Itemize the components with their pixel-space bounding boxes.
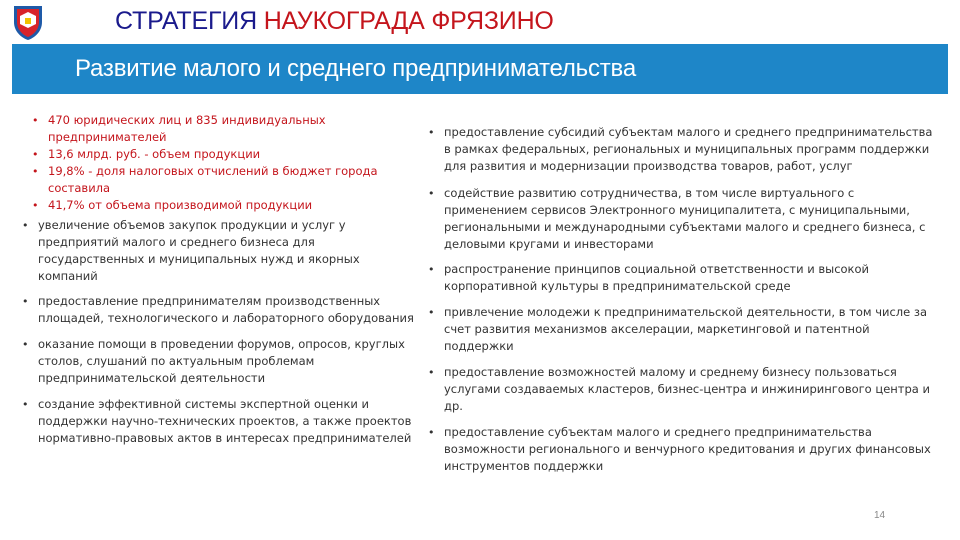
item-text: предоставление субсидий субъектам малого и среднего предпринимательства в рамках федеральных, региональных и муниципальных программ поддержки для развития и модернизации производства товаров, работ, услуг	[444, 125, 933, 173]
bullet-icon: •	[22, 295, 29, 308]
stat-text: 470 юридических лиц и 835 индивидуальных предпринимателей	[48, 113, 326, 144]
stat-item	[28, 197, 418, 214]
item-text: предоставление субъектам малого и среднего предпринимательства возможности регионального и венчурного кредитования и других финансовых инструментов поддержки	[444, 425, 931, 473]
bullet-icon: •	[22, 398, 29, 411]
list-item	[424, 364, 940, 415]
stat-text: 41,7% от объема производимой продукции	[48, 198, 313, 212]
title-part-city: НАУКОГРАДА ФРЯЗИНО	[263, 7, 554, 35]
stat-item	[28, 163, 418, 197]
list-item	[424, 304, 940, 355]
list-item	[424, 185, 940, 253]
list-item	[18, 336, 418, 387]
bullet-icon: •	[32, 165, 39, 178]
bullet-icon: •	[428, 263, 435, 276]
stat-text: 13,6 млрд. руб. - объем продукции	[48, 147, 261, 161]
bullet-icon: •	[32, 199, 39, 212]
bullet-icon: •	[22, 338, 29, 351]
bullet-icon: •	[428, 187, 435, 200]
list-item	[424, 124, 940, 175]
page-number: 14	[874, 510, 886, 521]
bullet-icon: •	[428, 366, 435, 379]
page-title	[115, 4, 554, 38]
title-part-strategy: СТРАТЕГИЯ	[115, 7, 257, 35]
bullet-icon: •	[32, 148, 39, 161]
item-text: распространение принципов социальной ответственности и высокой корпоративной культуры в предпринимательской среде	[444, 262, 870, 293]
item-text: увеличение объемов закупок продукции и услуг у предприятий малого и среднего бизнеса для государственных и муниципальных нужд и якорных компаний	[38, 218, 360, 283]
right-bullet-list	[424, 124, 940, 481]
bullet-icon: •	[428, 126, 435, 139]
banner-heading: Развитие малого и среднего предпринимательства	[75, 55, 636, 82]
stat-text: 19,8% - доля налоговых отчислений в бюджет города составила	[48, 164, 378, 195]
stats-group	[18, 112, 418, 214]
item-text: предоставление предпринимателям производственных площадей, технологического и лабораторного оборудования	[38, 294, 414, 325]
item-text: предоставление возможностей малому и среднему бизнесу пользоваться услугами создаваемых кластеров, бизнес-центра и инжинирингового центра и др.	[444, 365, 930, 413]
bullet-icon: •	[428, 426, 435, 439]
stat-item	[28, 112, 418, 146]
stat-item	[28, 146, 418, 163]
list-item	[18, 293, 418, 327]
bullet-icon: •	[428, 306, 435, 319]
section-banner	[12, 44, 948, 94]
bullet-icon: •	[22, 219, 29, 232]
bullet-icon: •	[32, 114, 39, 127]
item-text: привлечение молодежи к предпринимательской деятельности, в том числе за счет развития механизмов акселерации, маркетинговой и патентной поддержки	[444, 305, 928, 353]
list-item	[424, 424, 940, 475]
city-coat-of-arms-icon	[8, 2, 48, 42]
left-bullet-list	[18, 112, 418, 451]
list-item	[424, 261, 940, 295]
item-text: оказание помощи в проведении форумов, опросов, круглых столов, слушаний по актуальным проблемам предпринимательской деятельности	[38, 337, 405, 385]
item-text: создание эффективной системы экспертной оценки и поддержки научно-технических проектов, а также проектов нормативно-правовых актов в интересах предпринимателей	[38, 397, 412, 445]
list-item	[18, 396, 418, 447]
list-item	[18, 217, 418, 285]
stats-list	[18, 112, 418, 214]
item-text: содействие развитию сотрудничества, в том числе виртуального с применением сервисов Электронного муниципалитета, с муниципальными, региональными и международными субъектами малого и среднего бизнеса, с деловыми кругами и инвесторами	[444, 186, 926, 251]
